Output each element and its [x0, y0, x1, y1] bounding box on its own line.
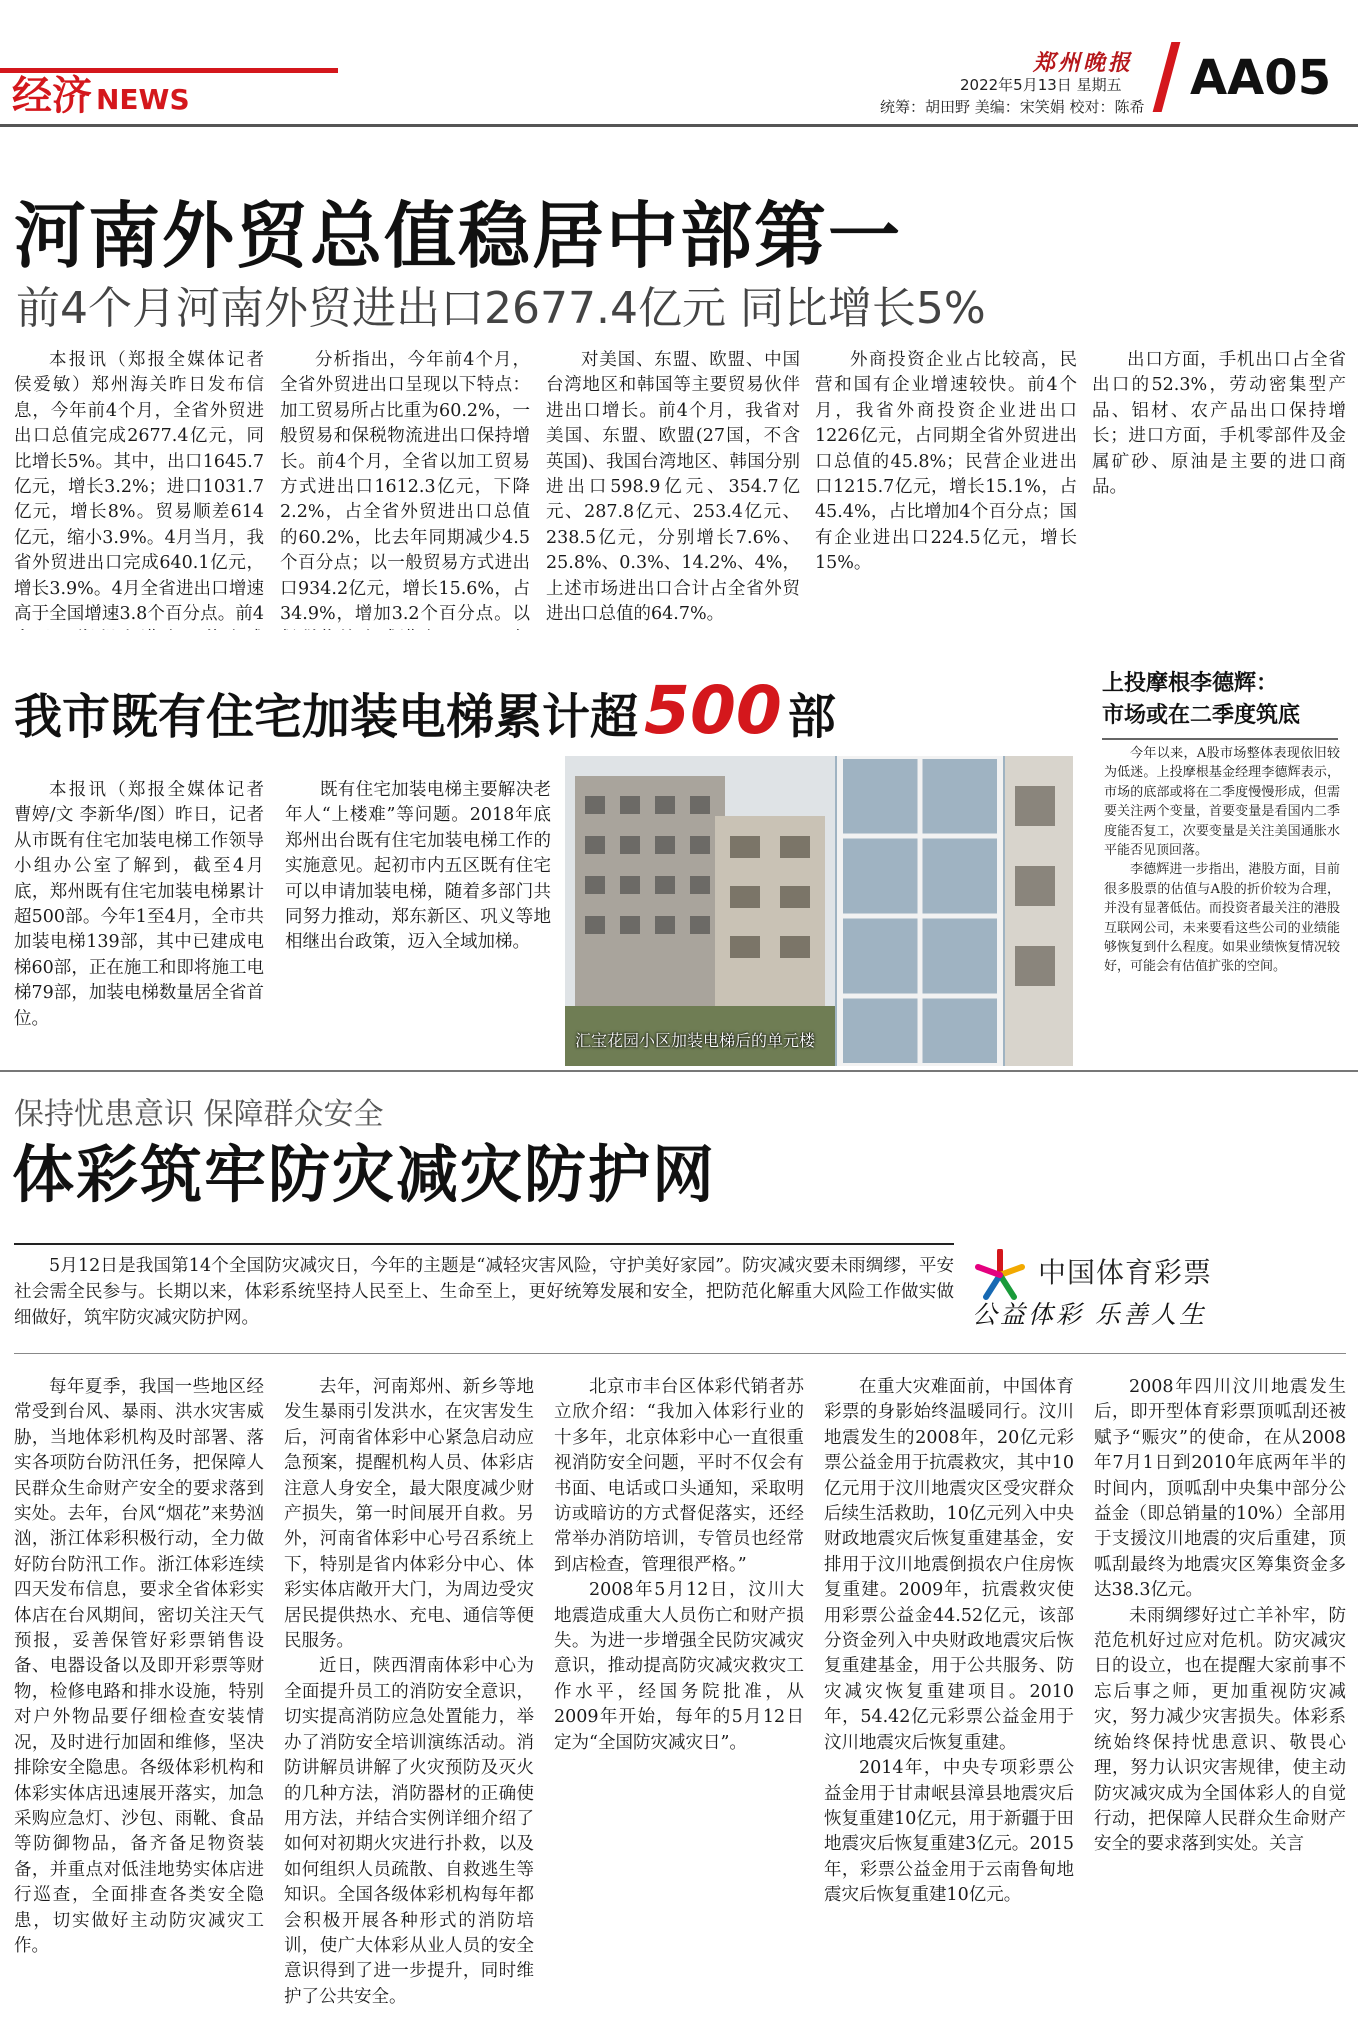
article-paragraph: 分析指出，今年前4个月，全省外贸进出口呈现以下特点：加工贸易所占比重为60.2%，一般贸易和保税物流进出口保持增长。前4个月，全省以加工贸易方式进出口1612.3亿元，下降2.2%，占全省外贸进出口总值的60.2%，比去年同期减少4.5个百分点；以一般贸易方式进出口934.2亿元，增长15.6%，占34.9%，增加3.2个百分点。以 — [280, 350, 530, 625]
article-body-col-3 — [554, 1375, 804, 2015]
article-paragraph: 对美国、东盟、欧盟、中国台湾地区和韩国等主要贸易伙伴进出口增长。前4个月，我省对美国、东盟、欧盟(27国，不含英国)、我国台湾地区、韩国分别进出口598.9亿元、354.7亿元、287.8亿元、253.4亿元、238.5亿元，分别增长7.6%、25.8%、0.3%、14.2%、4%，上述市场进出口合计占全省外贸进出口总值的64.7%。 — [546, 350, 800, 625]
title-number: 500 — [644, 672, 782, 749]
section-title-cn: 经济 — [12, 73, 92, 119]
article-paragraph: 2008年5月12日，汶川大地震造成重大人员伤亡和财产损失。为进一步增强全民防灾减灾意识，推动提高防灾减灾救灾工作水平，经国务院批准，从2009年开始，每年的5月12日定为“全国防灾减灾日”。 — [554, 1580, 804, 1753]
article-paragraph: 本报讯（郑报全媒体记者 侯爱敏）郑州海关昨日发布信息，今年前4个月，全省外贸进出口总值完成2677.4亿元，同比增长5%。其中，出口1645.7亿元，增长3.2%；进口1031.7亿元，增长8%。贸易顺差614亿元，缩小3.9%。4月当月，我省外贸进出口完成640.1亿元，增长3.9%。4月全省进出口增速高于全国增速3.8个百分点。前4 — [14, 350, 264, 625]
body-rule — [14, 1353, 1346, 1354]
sidebar-body — [1104, 744, 1340, 1060]
article-lead — [14, 1253, 954, 1331]
article-paragraph: 2008年四川汶川地震发生后，即开型体育彩票顶呱刮还被赋予“赈灾”的使命，在从2008年7月1日到2010年底两年半的时间内，顶呱刮中央集中部分公益金（即总销量的10%）全部用于支援汶川地震的灾后重建，顶呱刮最终为地震灾区筹集资金多达38.3亿元。 — [1094, 1377, 1346, 1601]
article-paragraph: 每年夏季，我国一些地区经常受到台风、暴雨、洪水灾害威胁，当地体彩机构及时部署、落实各项防台防汛任务，把保障人民群众生命财产安全的要求落到实处。去年，台风“烟花”来势汹汹，浙江体彩积极行动，全力做好防台防汛工作。浙江体彩连续四天发布信息，要求全省体彩实体店在台风期间，密切关注天气预报，妥善保管好彩票销售设备、电器设备以及即开彩票等财物，检修电路和排水设施，特别对户外物品要仔细检查安装情况，及时进行加固和维修，坚决排除安全隐患。各级体彩机构和体彩实体店迅速展开落实，加急采购应急灯、沙包、雨靴、食品等防御物品，备齐备足物资装备，并重点对低洼地势实体店进行巡查，全面排查各类安全隐患，切实做好主动防灾减灾工作。 — [14, 1377, 264, 1956]
page-number: AA05 — [1190, 50, 1332, 106]
sidebar-title-line1: 上投摩根李德辉： — [1102, 671, 1279, 696]
lead-text: 5月12日是我国第14个全国防灾减灾日，今年的主题是“减轻灾害风险，守护美好家园”。防灾减灾要未雨绸缪，平安社会需全民参与。长期以来，体彩系统坚持人民至上、生命至上，更好统筹发展和安全，把防范化解重大风险工作做实做细做好，筑牢防灾减灾防护网。 — [14, 1256, 954, 1328]
section-title-en: NEWS — [96, 83, 190, 116]
article-body-col-2 — [285, 778, 551, 1058]
article-body-col-2 — [280, 348, 530, 630]
article-paragraph: 去年，河南郑州、新乡等地发生暴雨引发洪水，在灾害发生后，河南省体彩中心紧急启动应急预案，提醒机构人员、体彩店注意人身安全，最大限度减少财产损失，第一时间展开自救。另外，河南省体彩中心号召系统上下，特别是省内体彩分中心、体彩实体店敞开大门，为周边受灾居民提供热水、充电、通信等便民服务。 — [284, 1377, 534, 1652]
article-paragraph: 北京市丰台区体彩代销者苏立欣介绍：“我加入体彩行业的十多年，北京体彩中心一直很重视消防安全问题，平时不仅会有书面、电话或口头通知，采取明访或暗访的方式督促落实，还经常举办消防培训，专管员也经常到店检查，管理很严格。” — [554, 1377, 804, 1575]
header-divider — [0, 124, 1358, 127]
article-kicker: 保持忧患意识 保障群众安全 — [14, 1097, 384, 1132]
sidebar-title-rule — [1102, 738, 1338, 740]
article-title: 体彩筑牢防灾减灾防护网 — [12, 1138, 717, 1211]
article-paragraph: 既有住宅加装电梯主要解决老年人“上楼难”等问题。2018年底郑州出台既有住宅加装电梯工作的实施意见。起初市内五区既有住宅可以申请加装电梯，随着多部门共同努力推动，郑东新区、巩义等地相继出台政策，迈入全域加梯。 — [285, 780, 551, 953]
article-paragraph: 近日，陕西渭南体彩中心为全面提升员工的消防安全意识，切实提高消防应急处置能力，举办了消防安全培训演练活动。消防讲解员讲解了火灾预防及灭火的几种方法，消防器材的正确使用方法，并结合实例详细介绍了如何对初期火灾进行扑救，以及如何组织人员疏散、自救逃生等知识。全国各级体彩机构每年都会积极开展各种形式的消防培训，使广大体彩从业人员的安全意识得到了进一步提升，同时维护了公共安全。 — [284, 1656, 534, 2007]
article-paragraph: 2014年，中央专项彩票公益金用于甘肃岷县漳县地震灾后恢复重建10亿元，用于新疆于田地震灾后恢复重建3亿元。2015年，彩票公益金用于云南鲁甸地震灾后恢复重建10亿元。 — [824, 1758, 1074, 1906]
article-lottery — [0, 1075, 1358, 2041]
sidebar-market — [1092, 660, 1348, 1065]
article-paragraph: 外商投资企业占比较高，民营和国有企业增速较快。前4个月，我省外商投资企业进出口1226亿元，占同期全省外贸进出口总值的45.8%；民营企业进出口1215.7亿元，增长15.1%，占45.4%，占比增加4个百分点；国有企业进出口224.5亿元，增长15%。 — [815, 350, 1077, 574]
section-title — [12, 68, 190, 128]
lottery-star-icon — [974, 1249, 1026, 1301]
article-foreign-trade — [0, 130, 1358, 650]
sidebar-title-line2: 市场或在二季度筑底 — [1102, 703, 1301, 728]
article-elevator — [0, 660, 1085, 1070]
lottery-logo — [968, 1241, 1348, 1331]
sidebar-paragraph: 今年以来，A股市场整体表现依旧较为低迷。上投摩根基金经理李德辉表示，市场的底部或将在二季度慢慢形成，但需要关注两个变量，首要变量是看国内二季度能否复工，次要变量是关注美国通胀水平能否见顶回落。 — [1104, 746, 1340, 859]
title-suffix: 部 — [787, 689, 836, 745]
staff-credits: 统筹：胡田野 美编：宋笑娟 校对：陈希 — [880, 98, 1145, 116]
article-body-col-3 — [546, 348, 800, 630]
paper-name: 郑州晚报 — [1033, 50, 1134, 76]
article-paragraph: 出口方面，手机出口占全省出口的52.3%，劳动密集型产品、铝材、农产品出口保持增长；进口方面，手机零部件及金属矿砂、原油是主要的进口商品。 — [1092, 350, 1346, 498]
article-body-col-4 — [815, 348, 1077, 630]
article-title: 河南外贸总值稳居中部第一 — [14, 194, 903, 278]
lottery-logo-name: 中国体育彩票 — [1038, 1256, 1213, 1289]
lead-rule — [14, 1243, 954, 1245]
article-paragraph: 本报讯（郑报全媒体记者 曹婷/文 李新华/图）昨日，记者从市既有住宅加装电梯工作领导小组办公室了解到，截至4月底，郑州既有住宅加装电梯累计超500部。今年1至4月，全市共加装电梯139部，其中已建成电梯60部，正在施工和即将施工电梯79部，加装电梯数量居全省首位。 — [14, 780, 264, 1029]
article-body-col-2 — [284, 1375, 534, 2015]
sidebar-paragraph: 李德辉进一步指出，港股方面，目前很多股票的估值与A股的折价较为合理，并没有显著低估。而投资者最关注的港股互联网公司，未来要看这些公司的业绩能够恢复到什么程度。如果业绩恢复情况较好，可能会有估值扩张的空间。 — [1104, 862, 1340, 975]
article-subtitle: 前4个月河南外贸进出口2677.4亿元 同比增长5% — [16, 283, 986, 334]
title-prefix: 我市既有住宅加装电梯累计超 — [14, 689, 639, 745]
article-paragraph: 未雨绸缪好过亡羊补牢，防范危机好过应对危机。防灾减灾日的设立，也在提醒大家前事不忘后事之师，更加重视防灾减灾，努力减少灾害损失。体彩系统始终保持忧患意识、敬畏心理，努力认识灾害规律，使主动防灾减灾成为全国体彩人的自觉行动，把保障人民群众生命财产安全的要求落到实处。关言 — [1094, 1605, 1346, 1855]
section-divider — [0, 1070, 1358, 1072]
lottery-logo-slogan: 公益体彩 乐善人生 — [972, 1300, 1207, 1329]
page-header — [0, 0, 1358, 130]
article-body-col-1 — [14, 348, 264, 630]
photo-caption: 汇宝花园小区加装电梯后的单元楼 — [575, 1031, 816, 1050]
elevator-photo — [565, 756, 1073, 1066]
article-title — [14, 672, 836, 752]
photo-illustration — [565, 756, 1073, 1066]
article-body-col-1 — [14, 778, 264, 1058]
article-body-col-4 — [824, 1375, 1074, 2015]
page-slash — [1153, 42, 1181, 112]
article-body-col-5 — [1092, 348, 1346, 630]
article-paragraph: 在重大灾难面前，中国体育彩票的身影始终温暖同行。汶川地震发生的2008年，20亿元彩票公益金用于抗震救灾，其中10亿元用于汶川地震灾区受灾群众后续生活救助，10亿元列入中央财政地震灾后恢复重建基金，安排用于汶川地震倒损农户住房恢复重建。2009年，抗震救灾使用彩票公益金44.52亿元，该部分资金列入中央财政地震灾后恢复重建基金，用于公共服务、防灾减灾恢复重建项目。2010年，54.42亿元彩票公益金用于汶川地震灾后恢复重建。 — [824, 1377, 1074, 1753]
issue-date: 2022年5月13日 星期五 — [960, 76, 1122, 94]
article-body-col-1 — [14, 1375, 264, 2015]
article-body-col-5 — [1094, 1375, 1346, 2015]
